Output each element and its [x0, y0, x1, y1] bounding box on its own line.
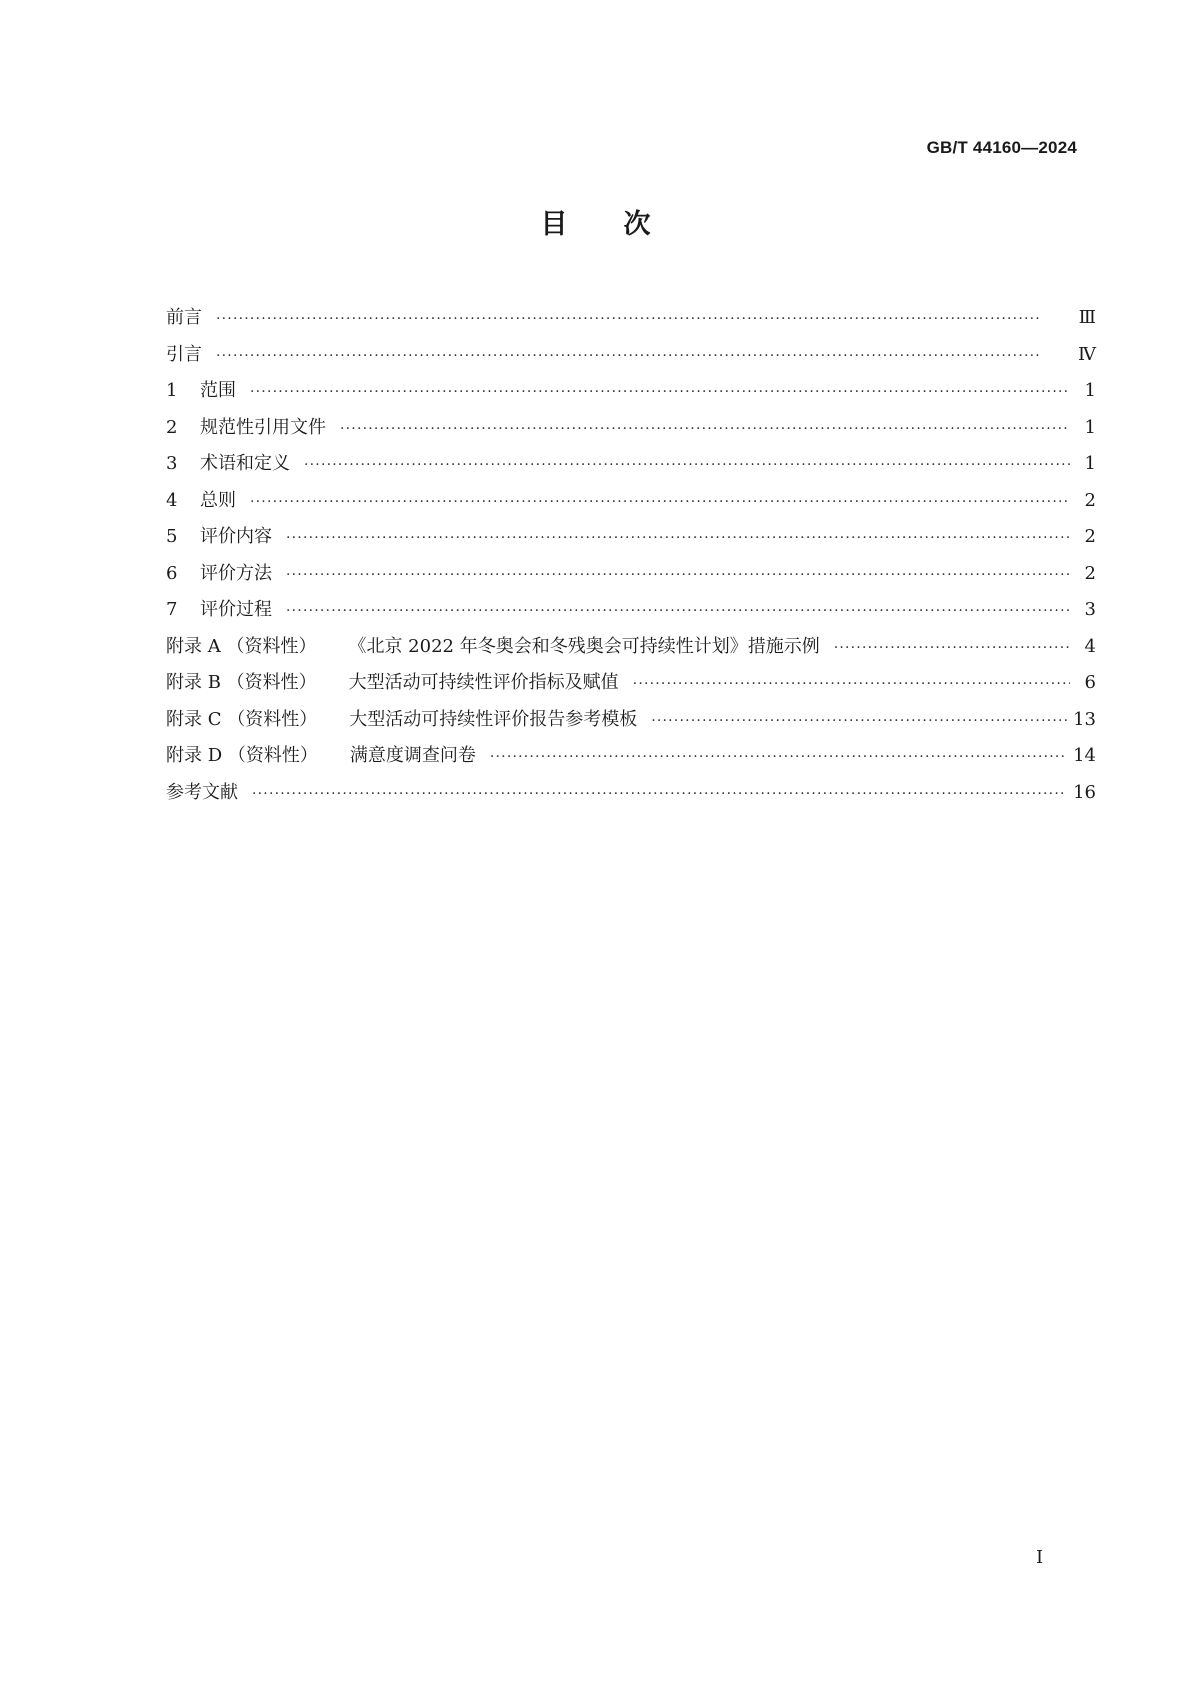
toc-entry[interactable]	[166, 446, 1096, 483]
toc-dot-leader	[216, 338, 1070, 375]
toc-entry-label: 术语和定义	[200, 453, 290, 474]
toc-entry-label: 参考文献	[166, 781, 238, 803]
toc-entry[interactable]	[166, 702, 1096, 739]
toc-entry-label: 范围	[200, 380, 236, 401]
toc-entry[interactable]	[166, 337, 1096, 374]
toc-entry-page: 13	[1073, 708, 1096, 730]
toc-entry-page: 2	[1084, 489, 1096, 511]
toc-entry-page: 3	[1084, 599, 1096, 620]
toc-dot-leader	[651, 703, 1067, 740]
toc-dot-leader	[286, 520, 1070, 557]
toc-dot-leader	[250, 374, 1070, 411]
toc-entry-page: 14	[1073, 745, 1096, 766]
toc-entry-number: 2	[166, 416, 178, 438]
toc-entry-page: Ⅲ	[1078, 307, 1096, 328]
toc-entry-number: 6	[166, 562, 178, 584]
toc-entry-page: 16	[1073, 781, 1096, 803]
toc-entry-label: 附录 B （资料性）	[166, 672, 317, 693]
toc-entry[interactable]	[166, 373, 1096, 410]
toc-entry-number: 5	[166, 526, 178, 547]
toc-dot-leader	[304, 447, 1070, 484]
toc-entry[interactable]	[166, 483, 1096, 520]
toc-entry-page: 1	[1084, 416, 1096, 438]
toc-dot-leader	[252, 776, 1067, 813]
toc-dot-leader	[286, 557, 1070, 594]
toc-appendix-title: 《北京 2022 年冬奥会和冬残奥会可持续性计划》措施示例	[348, 635, 820, 657]
toc-entry-label: 评价内容	[200, 526, 272, 547]
toc-entry[interactable]	[166, 665, 1096, 702]
toc-title	[0, 202, 1191, 241]
toc-dot-leader	[340, 411, 1070, 448]
toc-entry-label: 附录 D （资料性）	[166, 745, 318, 766]
toc-entry[interactable]	[166, 629, 1096, 666]
toc-entry-number: 3	[166, 453, 178, 474]
toc-entry-label: 评价过程	[200, 599, 272, 620]
toc-entry-label: 前言	[166, 307, 202, 328]
toc-entry[interactable]	[166, 556, 1096, 593]
toc-dot-leader	[250, 484, 1070, 521]
toc-entry-page: 6	[1084, 672, 1096, 693]
toc-dot-leader	[633, 666, 1070, 703]
toc-appendix-title: 大型活动可持续性评价指标及赋值	[348, 672, 619, 693]
toc-title-char-1: 目	[540, 209, 568, 240]
toc-entry[interactable]	[166, 300, 1096, 337]
toc-entry-label: 总则	[200, 489, 236, 511]
toc-entry-page: 1	[1084, 380, 1096, 401]
toc-entry[interactable]	[166, 775, 1096, 812]
toc-entry-page: 1	[1084, 453, 1096, 474]
standard-code: GB/T 44160—2024	[926, 138, 1077, 157]
toc-dot-leader	[216, 301, 1070, 338]
toc-entry-label: 评价方法	[200, 562, 272, 584]
toc-entry-page: 4	[1084, 635, 1096, 657]
toc-entry[interactable]	[166, 410, 1096, 447]
toc-entry[interactable]	[166, 592, 1096, 629]
toc-dot-leader	[834, 630, 1070, 667]
toc-entry[interactable]	[166, 738, 1096, 775]
toc-title-char-2: 次	[623, 209, 651, 240]
toc-entry-number: 4	[166, 489, 178, 511]
toc-entry-page: 2	[1084, 562, 1096, 584]
toc-entry-number: 1	[166, 380, 178, 401]
toc-entry-label: 附录 C （资料性）	[166, 708, 318, 730]
toc-entry-number: 7	[166, 599, 178, 620]
toc-appendix-title: 大型活动可持续性评价报告参考模板	[349, 708, 638, 730]
toc-dot-leader	[490, 739, 1067, 776]
toc-entry[interactable]	[166, 519, 1096, 556]
toc-entry-label: 附录 A （资料性）	[166, 635, 317, 657]
page-number: Ⅰ	[1036, 1547, 1044, 1568]
toc-appendix-title: 满意度调查问卷	[349, 745, 476, 766]
toc-entry-label: 规范性引用文件	[200, 416, 326, 438]
toc-entry-label: 引言	[166, 343, 202, 365]
toc-entry-page: Ⅳ	[1078, 343, 1096, 365]
toc-dot-leader	[286, 593, 1070, 630]
table-of-contents	[166, 300, 1096, 811]
toc-entry-page: 2	[1084, 526, 1096, 547]
